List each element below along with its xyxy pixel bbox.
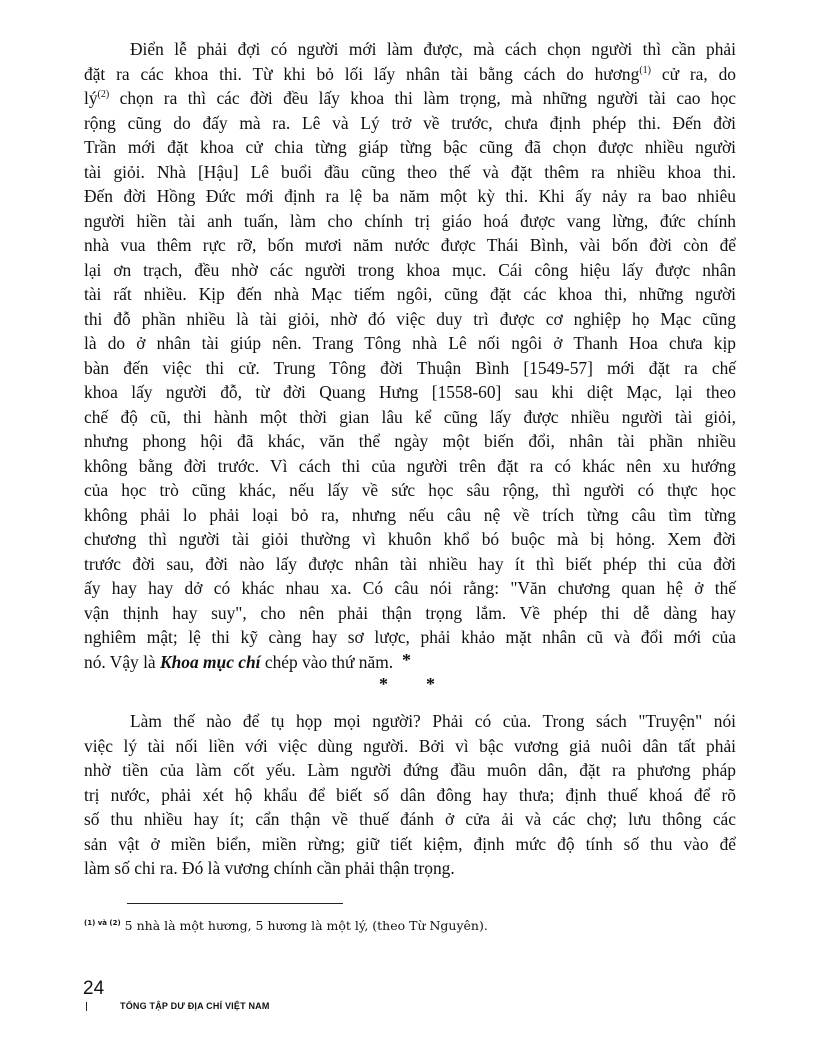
text-segment: chế độ cũ, thi hành một thời gian lâu kể cũng lấy được nhiều người tài giỏi, bbox=[84, 406, 736, 427]
text-segment: tài rất nhiều. Kịp đến nhà Mạc tiếm ngôi, cũng đặt các khoa thi, những người bbox=[84, 284, 736, 304]
text-segment: không phải lo phải loại bỏ ra, nhưng nếu câu nệ về trích từng câu tìm từng bbox=[84, 504, 736, 525]
text-segment: việc lý tài nối liền với việc dùng người. Bởi vì bậc vương giả nuôi dân tất phải bbox=[84, 735, 736, 756]
text-line bbox=[84, 184, 736, 209]
text-segment: chép vào thứ năm. bbox=[260, 651, 394, 672]
text-segment: lại ơn trạch, đều nhờ các người trong khoa mục. Cái công hiệu lấy được nhân bbox=[84, 259, 736, 280]
footnote-reference: (1) bbox=[639, 64, 651, 76]
text-line bbox=[84, 552, 736, 577]
text-line bbox=[84, 233, 736, 258]
text-line bbox=[84, 429, 736, 454]
text-line bbox=[84, 111, 736, 136]
text-segment: nhờ tiền của làm cốt yếu. Làm người đứng đầu muôn dân, đặt ra phương pháp bbox=[84, 760, 736, 780]
text-line bbox=[84, 783, 736, 808]
text-line bbox=[84, 356, 736, 381]
text-segment: sản vật ở miền biển, miền rừng; giữ tiết kiệm, định mức độ tính số thu vào để bbox=[84, 833, 736, 854]
text-line bbox=[84, 37, 736, 62]
text-segment: cử ra, do bbox=[651, 63, 736, 84]
text-segment: chọn ra thì các đời đều lấy khoa thi làm trọng, mà những người tài cao học bbox=[109, 88, 736, 108]
text-line bbox=[84, 307, 736, 332]
text-line bbox=[84, 135, 736, 160]
text-segment: Làm thế nào để tụ họp mọi người? Phải có của. Trong sách "Truyện" nói bbox=[130, 711, 736, 731]
page-number-tick bbox=[86, 1002, 87, 1011]
text-line bbox=[84, 527, 736, 552]
text-segment: rộng cũng do đấy mà ra. Lê và Lý trở về trước, chưa định phép thi. Đến đời bbox=[84, 112, 736, 133]
text-line bbox=[84, 625, 736, 650]
text-segment: ấy hay hay dở có khác nhau xa. Có câu nói rằng: "Văn chương quan hệ ở thế bbox=[84, 578, 736, 598]
text-segment: trị nước, phải xét hộ khẩu để biết số dân đông hay thưa; định thuế khoá để rõ bbox=[84, 784, 736, 805]
footnote bbox=[84, 918, 488, 933]
italic-title: Khoa mục chí bbox=[160, 651, 261, 672]
footnote-reference: (2) bbox=[97, 89, 110, 100]
separator-star: * bbox=[402, 650, 411, 670]
text-segment: Đến đời Hồng Đức mới định ra lệ ba năm một kỳ thi. Khi ấy nảy ra bao nhiêu bbox=[84, 186, 736, 206]
paragraph-2 bbox=[84, 709, 736, 881]
text-segment: làm số chi ra. Đó là vương chính cần phải thận trọng. bbox=[84, 858, 455, 878]
text-segment: bàn đến việc thi cử. Trung Tông đời Thuận Bình [1549-57] mới đặt ra chế bbox=[84, 357, 736, 378]
text-line bbox=[84, 258, 736, 283]
footnote-rule bbox=[127, 903, 343, 904]
text-segment: nó. Vậy là bbox=[84, 651, 160, 672]
text-line bbox=[84, 209, 736, 234]
text-segment: là do ở nhân tài giúp nên. Trang Tông nhà Lê nối ngôi ở Thanh Hoa chưa kịp bbox=[84, 333, 736, 353]
text-segment: của học trò cũng khác, nếu lấy về sức học sâu rộng, thì người có thực học bbox=[84, 480, 736, 500]
text-segment: nghiêm mật; lệ thi kỹ càng hay sơ lược, phải khảo mặt nhân cũ và đổi mới của bbox=[84, 627, 736, 647]
text-line bbox=[84, 160, 736, 185]
text-line bbox=[84, 856, 736, 881]
text-segment: vận thịnh hay suy", cho nên phải thận trọng lắm. Về phép thi dễ dàng hay bbox=[84, 602, 736, 623]
text-line bbox=[84, 478, 736, 503]
separator-star: * bbox=[379, 674, 388, 694]
text-line bbox=[84, 503, 736, 528]
text-line bbox=[84, 807, 736, 832]
running-head: TỔNG TẬP DƯ ĐỊA CHÍ VIỆT NAM bbox=[120, 1001, 270, 1011]
text-line bbox=[84, 758, 736, 783]
text-segment: khoa lấy người đỗ, từ đời Quang Hưng [1558-60] sau khi diệt Mạc, lại theo bbox=[84, 382, 736, 402]
text-line bbox=[84, 62, 736, 87]
text-segment: Điển lễ phải đợi có người mới làm được, mà cách chọn người thì cần phải bbox=[130, 39, 736, 59]
text-segment: nhưng phong hội đã khác, văn thể ngày một biến đổi, nhân tài phần nhiều bbox=[84, 431, 736, 451]
footnote-marker: (1) và (2) bbox=[84, 919, 121, 927]
text-line bbox=[84, 405, 736, 430]
text-segment: lý bbox=[84, 88, 98, 108]
footnote-text: 5 nhà là một hương, 5 hương là một lý, (theo Từ Nguyên). bbox=[120, 918, 488, 933]
text-line bbox=[84, 331, 736, 356]
text-segment: không bằng đời trước. Vì cách thi của người trên đặt ra có khác nên xu hướng bbox=[84, 455, 736, 476]
text-segment: thi đỗ phần nhiều là tài giỏi, nhờ đó việc duy trì được cơ nghiệp họ Mạc cũng bbox=[84, 308, 736, 329]
text-line bbox=[84, 709, 736, 734]
text-segment: nhà vua thêm rực rỡ, bốn mươi năm nước được Thái Bình, vài bốn đời còn để bbox=[84, 235, 736, 255]
text-line bbox=[84, 454, 736, 479]
text-segment: chương thì người tài giỏi thường vì khuôn khổ bó buộc mà bị hỏng. Xem đời bbox=[84, 529, 736, 549]
paragraph-1 bbox=[84, 37, 736, 674]
separator-star: * bbox=[426, 674, 435, 694]
text-segment: Trần mới đặt khoa cử chia từng giáp từng bậc cũng đã chọn được nhiều người bbox=[84, 137, 736, 157]
text-line bbox=[84, 86, 736, 111]
text-line bbox=[84, 832, 736, 857]
text-line bbox=[84, 282, 736, 307]
text-line bbox=[84, 734, 736, 759]
text-line bbox=[84, 380, 736, 405]
text-segment: đặt ra các khoa thi. Từ khi bỏ lối lấy nhân tài bằng cách do hương bbox=[84, 63, 640, 84]
text-segment: số thu nhiều hay ít; cẩn thận về thuế đánh ở cửa ải và các chợ; lưu thông các bbox=[84, 809, 736, 829]
text-segment: người hiền tài anh tuấn, làm cho chính trị giáo hoá được vang lừng, đức chính bbox=[84, 210, 736, 231]
text-line bbox=[84, 601, 736, 626]
page-number: 24 bbox=[83, 978, 105, 999]
text-line bbox=[84, 576, 736, 601]
text-segment: trước đời sau, đời nào lấy được nhân tài nhiều hay ít thì biết phép thi của đời bbox=[84, 553, 736, 574]
text-segment: tài giỏi. Nhà [Hậu] Lê buổi đầu cũng theo thế và đặt thêm ra nhiều khoa thi. bbox=[84, 161, 736, 182]
